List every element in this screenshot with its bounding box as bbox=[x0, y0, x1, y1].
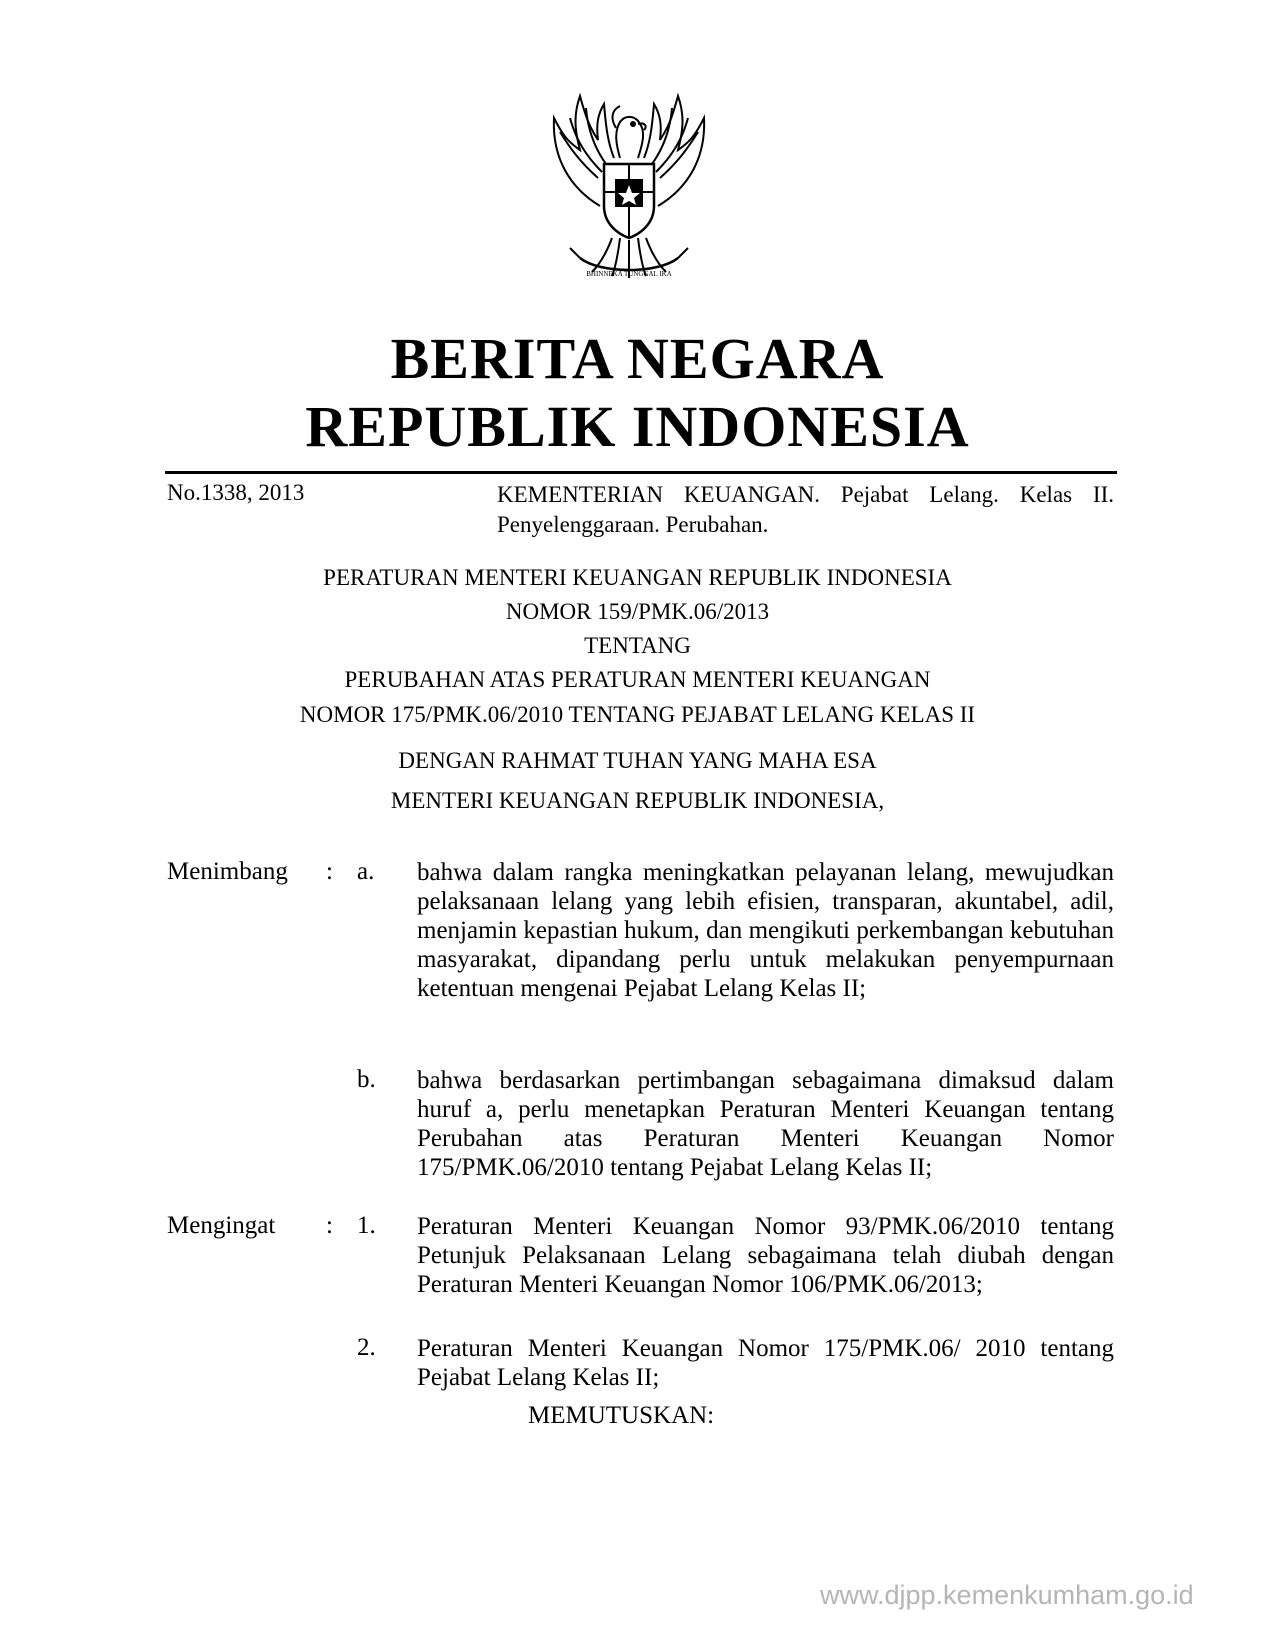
emblem-motto: BHINNEKA TUNGGAL IKA bbox=[586, 270, 672, 278]
gazette-number: No.1338, 2013 bbox=[167, 480, 305, 505]
mengingat-marker-1: 1. bbox=[357, 1212, 376, 1239]
masthead-title-line1: BERITA NEGARA bbox=[390, 326, 885, 391]
mengingat-item-1: Peraturan Menteri Keuangan Nomor 93/PMK.06/2010 tentang Petunjuk Pelaksanaan Lelang sebagaimana telah diubah dengan Peraturan Menteri Keuangan Nomor 106/PMK.06/2013; bbox=[417, 1213, 1114, 1298]
heading-invocation: DENGAN RAHMAT TUHAN YANG MAHA ESA bbox=[398, 748, 877, 773]
mengingat-item-2: Peraturan Menteri Keuangan Nomor 175/PMK.06/ 2010 tentang Pejabat Lelang Kelas II; bbox=[417, 1335, 1114, 1391]
masthead-divider bbox=[165, 471, 1117, 474]
masthead-title-line2: REPUBLIK INDONESIA bbox=[305, 394, 970, 459]
gazette-subject: KEMENTERIAN KEUANGAN. Pejabat Lelang. Kelas II. Penyelenggaraan. Perubahan. bbox=[497, 482, 1114, 537]
heading-tentang: TENTANG bbox=[584, 633, 691, 658]
garuda-pancasila-emblem-icon bbox=[540, 88, 718, 284]
mengingat-label: Mengingat bbox=[167, 1212, 276, 1239]
heading-minister: MENTERI KEUANGAN REPUBLIK INDONESIA, bbox=[390, 788, 885, 813]
mengingat-colon: : bbox=[326, 1212, 333, 1239]
watermark-url: www.djpp.kemenkumham.go.id bbox=[820, 1580, 1194, 1610]
menimbang-marker-a: a. bbox=[357, 858, 375, 885]
menimbang-marker-b: b. bbox=[357, 1066, 376, 1093]
heading-subject-line2: NOMOR 175/PMK.06/2010 TENTANG PEJABAT LELANG KELAS II bbox=[299, 702, 976, 727]
heading-regulation: PERATURAN MENTERI KEUANGAN REPUBLIK INDONESIA bbox=[323, 565, 952, 590]
menimbang-label: Menimbang bbox=[167, 858, 288, 885]
heading-subject-line1: PERUBAHAN ATAS PERATURAN MENTERI KEUANGAN bbox=[344, 667, 931, 692]
menimbang-item-b: bahwa berdasarkan pertimbangan sebagaimana dimaksud dalam huruf a, perlu menetapkan Peraturan Menteri Keuangan tentang Perubahan atas Peraturan Menteri Keuangan Nomor 175/PMK.06/2010 tentang Pejabat Lelang Kelas II; bbox=[417, 1067, 1114, 1181]
menimbang-item-a: bahwa dalam rangka meningkatkan pelayanan lelang, mewujudkan pelaksanaan lelang yang lebih efisien, transparan, akuntabel, adil, menjamin kepastian hukum, dan mengikuti perkembangan kebutuhan masyarakat, dipandang perlu untuk melakukan penyempurnaan ketentuan mengenai Pejabat Lelang Kelas II; bbox=[417, 859, 1114, 1002]
mengingat-marker-2: 2. bbox=[357, 1334, 376, 1361]
memutuskan-heading: MEMUTUSKAN: bbox=[528, 1402, 715, 1429]
menimbang-colon: : bbox=[326, 858, 333, 885]
heading-number: NOMOR 159/PMK.06/2013 bbox=[505, 599, 770, 624]
